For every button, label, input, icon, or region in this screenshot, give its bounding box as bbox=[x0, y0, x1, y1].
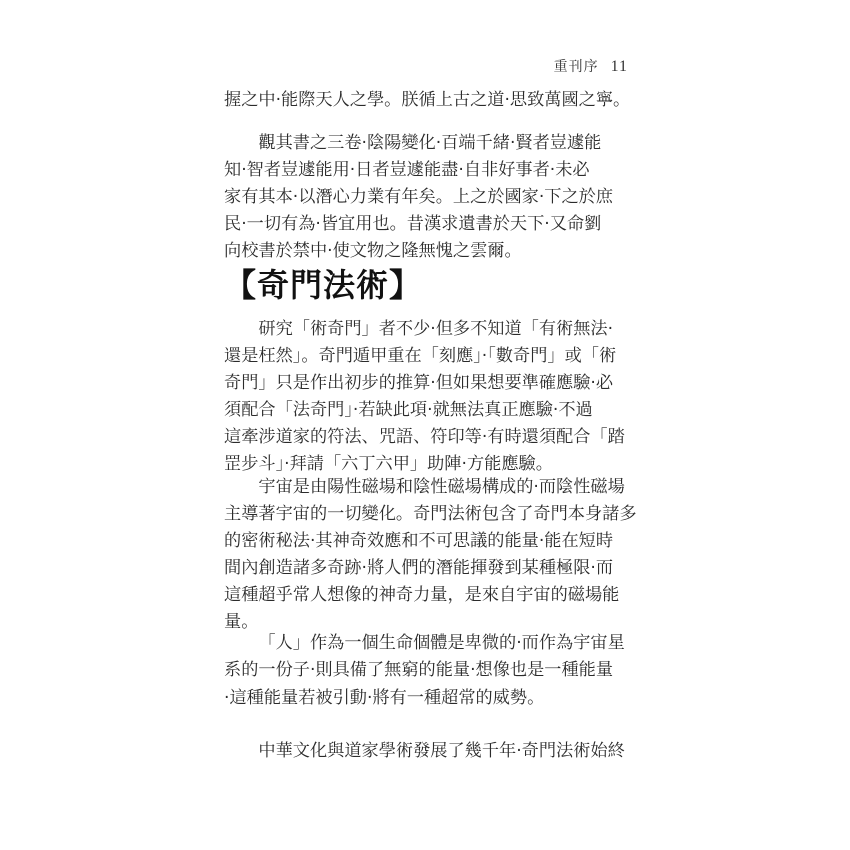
text-line: 家有其本·以潛心力業有年矣。上之於國家·下之於庶 bbox=[224, 187, 614, 207]
text-line: 間內創造諸多奇跡·將人們的潛能揮發到某種極限·而 bbox=[224, 558, 614, 578]
page-number: 11 bbox=[610, 58, 628, 75]
section-heading: 【奇門法術】 bbox=[224, 266, 423, 304]
text-line: 研究「術奇門」者不少·但多不知道「有術無法· bbox=[258, 319, 614, 339]
text-line: 罡步斗」·拜請「六丁六甲」助陣·方能應驗。 bbox=[224, 454, 553, 474]
text-line: 系的一份子·則具備了無窮的能量·想像也是一種能量 bbox=[224, 660, 614, 680]
paragraph-fragment bbox=[224, 685, 632, 712]
text-line: 奇門」只是作出初步的推算·但如果想要準確應驗·必 bbox=[224, 373, 614, 393]
text-line: 這牽涉道家的符法、咒語、符印等·有時還須配合「踏 bbox=[224, 427, 625, 447]
paragraph bbox=[224, 130, 632, 265]
text-line: 量。 bbox=[224, 612, 259, 632]
running-title: 重刊序 bbox=[553, 59, 599, 75]
text-line: 須配合「法奇門」·若缺此項·就無法真正應驗·不過 bbox=[224, 400, 593, 420]
text-line: 還是枉然」。奇門遁甲重在「刻應」·「數奇門」或「術 bbox=[224, 346, 617, 366]
running-header bbox=[554, 56, 628, 76]
text-line: 握之中·能際天人之學。朕循上古之道·思致萬國之寧。 bbox=[224, 90, 631, 110]
text-line: 「人」作為一個生命個體是卑微的·而作為宇宙星 bbox=[258, 633, 625, 653]
text-line: 知·智者豈遽能用·日者豈遽能盡·自非好事者·未必 bbox=[224, 160, 590, 180]
text-line: 主導著宇宙的一切變化。奇門法術包含了奇門本身諸多 bbox=[224, 504, 637, 524]
text-line: 中華文化與道家學術發展了幾千年·奇門法術始終 bbox=[258, 741, 625, 761]
text-line: 這種超乎常人想像的神奇力量，是來自宇宙的磁場能 bbox=[224, 585, 620, 605]
text-line: 民·一切有為·皆宜用也。昔漢求遺書於天下·又命劉 bbox=[224, 214, 602, 234]
text-line: 宇宙是由陽性磁場和陰性磁場構成的·而陰性磁場 bbox=[258, 477, 625, 497]
paragraph bbox=[224, 738, 632, 765]
text-line: 觀其書之三卷·陰陽變化·百端千緒·賢者豈遽能 bbox=[258, 133, 602, 153]
paragraph-continued bbox=[224, 87, 632, 114]
text-line: 向校書於禁中·使文物之隆無愧之雲爾。 bbox=[224, 241, 522, 261]
paragraph bbox=[224, 474, 637, 636]
paragraph bbox=[224, 630, 632, 684]
paragraph bbox=[224, 316, 632, 478]
text-line: ·這種能量若被引動·將有一種超常的威勢。 bbox=[224, 688, 545, 708]
text-line: 的密術秘法·其神奇效應和不可思議的能量·能在短時 bbox=[224, 531, 614, 551]
